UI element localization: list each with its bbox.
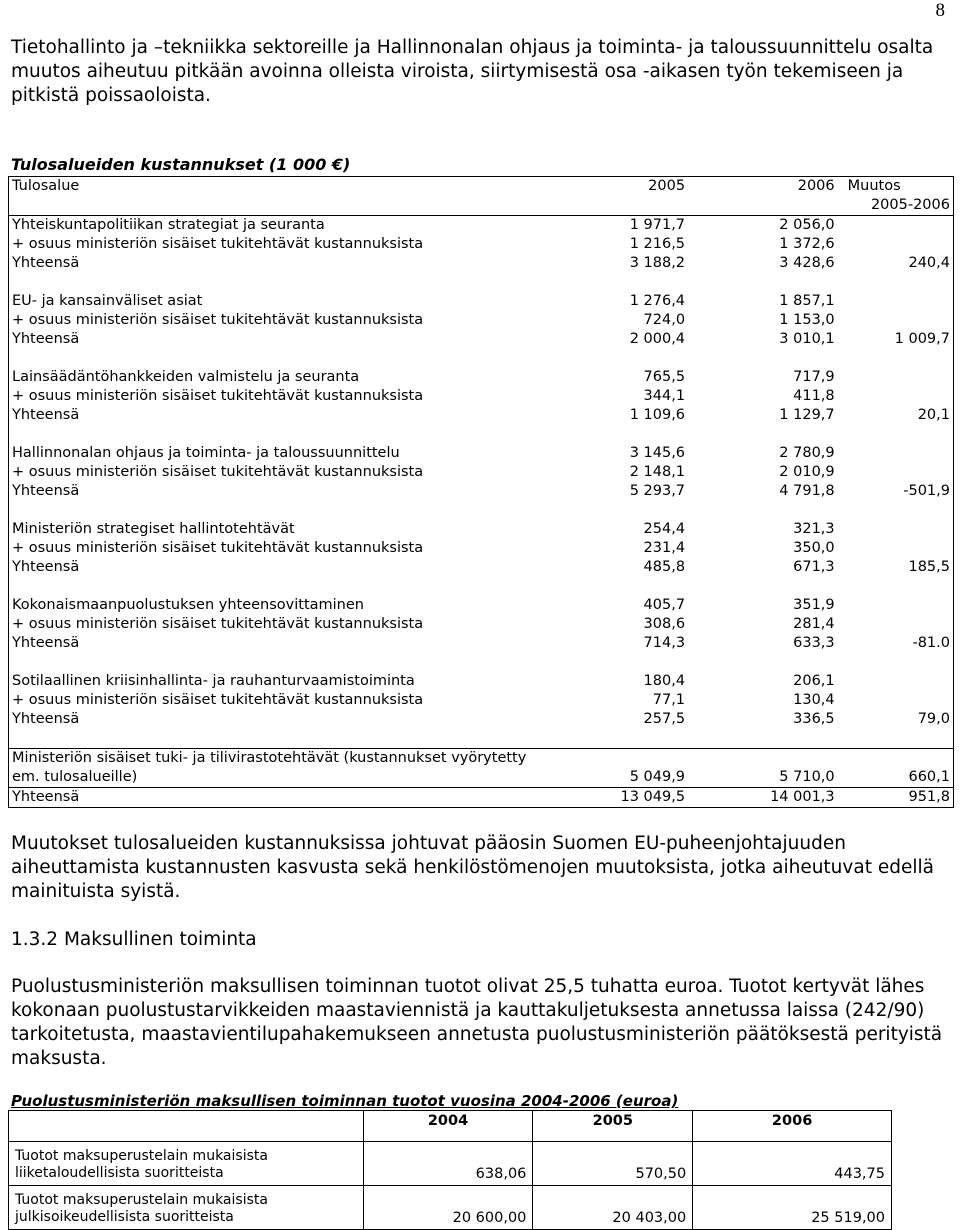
cost-row bbox=[9, 596, 954, 615]
cost-row-2006: 336,5 bbox=[793, 711, 835, 727]
cost-row-change bbox=[838, 311, 954, 330]
conclusion-paragraph: Muutokset tulosalueiden kustannuksissa johtuvat pääosin Suomen EU-puheenjohtajuuden aiheuttamista kustannusten kasvusta sekä henkilöstömenojen muutoksista, jotka aiheutuvat edellä mainituista syistä. bbox=[11, 833, 934, 902]
group-spacer bbox=[9, 501, 954, 520]
cost-row-2005: 485,8 bbox=[643, 559, 686, 575]
cost-row bbox=[9, 672, 954, 691]
cost-row-change bbox=[838, 463, 954, 482]
group-spacer bbox=[9, 653, 954, 672]
cost-row-label: Yhteensä bbox=[9, 634, 573, 653]
group-spacer bbox=[9, 577, 954, 596]
cost-row-2005: 5 293,7 bbox=[629, 483, 686, 499]
cost-row-2005: 231,4 bbox=[643, 540, 686, 556]
cost-row-change bbox=[838, 235, 954, 254]
cost-row-2006: 2 780,9 bbox=[779, 445, 835, 461]
internal-label-line2: em. tulosalueille) bbox=[9, 768, 573, 788]
fees-row-2006: 443,75 bbox=[693, 1142, 892, 1186]
fees-header-2006: 2006 bbox=[693, 1111, 892, 1142]
cost-row-2005: 1 276,4 bbox=[629, 293, 686, 309]
cost-row-label: + osuus ministeriön sisäiset tukitehtävät kustannuksista bbox=[9, 235, 573, 254]
internal-2006: 5 710,0 bbox=[688, 768, 838, 788]
cost-row-2006: 1 372,6 bbox=[779, 236, 835, 252]
cost-row-2006: 350,0 bbox=[793, 540, 835, 556]
cost-row-2006: 1 153,0 bbox=[779, 312, 835, 328]
cost-row-label: Yhteensä bbox=[9, 406, 573, 425]
header-change: Muutos bbox=[838, 177, 954, 197]
fees-row-2005: 20 403,00 bbox=[533, 1186, 693, 1230]
header-change-period: 2005-2006 bbox=[838, 196, 954, 216]
fees-row-2005: 570,50 bbox=[533, 1142, 693, 1186]
internal-label-line1: Ministeriön sisäiset tuki- ja tilivirastotehtävät (kustannukset vyörytetty bbox=[9, 749, 573, 769]
group-spacer bbox=[9, 273, 954, 292]
cost-row-change: 1 009,7 bbox=[838, 330, 954, 349]
cost-row-2005: 724,0 bbox=[643, 312, 686, 328]
cost-row-label: + osuus ministeriön sisäiset tukitehtävät kustannuksista bbox=[9, 387, 573, 406]
cost-row-2005: 308,6 bbox=[643, 616, 686, 632]
cost-row bbox=[9, 444, 954, 463]
grand-total-change: 951,8 bbox=[838, 788, 954, 808]
cost-row-2005: 344,1 bbox=[643, 388, 686, 404]
cost-row bbox=[9, 216, 954, 236]
cost-row-label: Yhteensä bbox=[9, 558, 573, 577]
page-number: 8 bbox=[935, 0, 945, 21]
cost-row-2005: 1 109,6 bbox=[629, 407, 686, 423]
cost-row bbox=[9, 615, 954, 634]
cost-row-label: EU- ja kansainväliset asiat bbox=[9, 292, 573, 311]
cost-row-2005: 180,4 bbox=[643, 673, 686, 689]
cost-row-change bbox=[838, 216, 954, 236]
internal-change: 660,1 bbox=[838, 768, 954, 788]
cost-row bbox=[9, 387, 954, 406]
cost-row-change: 79,0 bbox=[838, 710, 954, 729]
header-2006: 2006 bbox=[688, 177, 838, 197]
cost-row-change bbox=[838, 292, 954, 311]
fees-row bbox=[9, 1142, 892, 1186]
cost-row-2005: 405,7 bbox=[643, 597, 686, 613]
cost-row-2005: 765,5 bbox=[643, 369, 686, 385]
fees-table bbox=[8, 1110, 892, 1230]
fees-row-label: Tuotot maksuperustelain mukaisista liiketaloudellisista suoritteista bbox=[9, 1142, 364, 1186]
cost-row bbox=[9, 368, 954, 387]
cost-row-label: + osuus ministeriön sisäiset tukitehtävät kustannuksista bbox=[9, 615, 573, 634]
cost-row-label: Hallinnonalan ohjaus ja toiminta- ja taloussuunnittelu bbox=[9, 444, 573, 463]
cost-row-2006: 633,3 bbox=[793, 635, 835, 651]
group-total-row bbox=[9, 254, 954, 273]
fees-table-header bbox=[9, 1111, 892, 1142]
cost-table-header-sub bbox=[9, 196, 954, 216]
group-total-row bbox=[9, 482, 954, 501]
fees-row bbox=[9, 1186, 892, 1230]
cost-row-change bbox=[838, 691, 954, 710]
cost-row-change bbox=[838, 615, 954, 634]
cost-row-change bbox=[838, 444, 954, 463]
cost-table-header bbox=[9, 177, 954, 197]
cost-row-2006: 2 010,9 bbox=[779, 464, 835, 480]
cost-row-2005: 714,3 bbox=[643, 635, 686, 651]
cost-row bbox=[9, 311, 954, 330]
cost-row bbox=[9, 292, 954, 311]
cost-row-2006: 206,1 bbox=[793, 673, 835, 689]
cost-row-2005: 1 971,7 bbox=[629, 217, 686, 233]
cost-row-label: + osuus ministeriön sisäiset tukitehtävät kustannuksista bbox=[9, 539, 573, 558]
fees-row-label: Tuotot maksuperustelain mukaisista julkisoikeudellisista suoritteista bbox=[9, 1186, 364, 1230]
internal-2005: 5 049,9 bbox=[572, 768, 688, 788]
fees-paragraph: Puolustusministeriön maksullisen toiminnan tuotot olivat 25,5 tuhatta euroa. Tuotot kertyvät lähes kokonaan puolustustarvikkeiden maastaviennistä ja kauttakuljetuksesta annetussa laissa (242/90) tarkoitetusta, maastavientilupahakemukseen annetusta puolustusministeriön päätöksestä perityistä maksusta. bbox=[11, 976, 943, 1069]
group-total-row bbox=[9, 558, 954, 577]
group-total-row bbox=[9, 330, 954, 349]
grand-total-2005: 13 049,5 bbox=[572, 788, 688, 808]
grand-total-label: Yhteensä bbox=[9, 788, 573, 808]
grand-total-2006: 14 001,3 bbox=[688, 788, 838, 808]
cost-row-2006: 3 010,1 bbox=[779, 331, 835, 347]
cost-row-2006: 130,4 bbox=[793, 692, 835, 708]
cost-row-label: + osuus ministeriön sisäiset tukitehtävät kustannuksista bbox=[9, 691, 573, 710]
cost-row-change bbox=[838, 368, 954, 387]
cost-row-2005: 3 145,6 bbox=[629, 445, 686, 461]
internal-row-line1 bbox=[9, 749, 954, 769]
fees-header-2005: 2005 bbox=[533, 1111, 693, 1142]
cost-row-label: Lainsäädäntöhankkeiden valmistelu ja seuranta bbox=[9, 368, 573, 387]
cost-row-2006: 717,9 bbox=[793, 369, 835, 385]
fees-header-2004: 2004 bbox=[363, 1111, 533, 1142]
group-spacer bbox=[9, 729, 954, 749]
cost-row-2005: 77,1 bbox=[652, 692, 686, 708]
cost-row-label: + osuus ministeriön sisäiset tukitehtävät kustannuksista bbox=[9, 463, 573, 482]
cost-row-2006: 3 428,6 bbox=[779, 255, 835, 271]
cost-row-change bbox=[838, 387, 954, 406]
grand-total-row bbox=[9, 788, 954, 808]
cost-row bbox=[9, 520, 954, 539]
cost-row-2005: 254,4 bbox=[643, 521, 686, 537]
cost-row-2006: 321,3 bbox=[793, 521, 835, 537]
header-area: Tulosalue bbox=[9, 177, 573, 197]
fees-row-2006: 25 519,00 bbox=[693, 1186, 892, 1230]
cost-row-label: Yhteensä bbox=[9, 330, 573, 349]
cost-row-2006: 2 056,0 bbox=[779, 217, 835, 233]
group-total-row bbox=[9, 406, 954, 425]
cost-row bbox=[9, 539, 954, 558]
cost-row-change bbox=[838, 672, 954, 691]
cost-row-change bbox=[838, 520, 954, 539]
group-spacer bbox=[9, 349, 954, 368]
cost-row-2006: 1 129,7 bbox=[779, 407, 835, 423]
cost-row-2006: 281,4 bbox=[793, 616, 835, 632]
fees-row-2004: 20 600,00 bbox=[363, 1186, 533, 1230]
fees-table-title: Puolustusministeriön maksullisen toiminnan tuotot vuosina 2004-2006 (euroa) bbox=[11, 1092, 679, 1110]
cost-row bbox=[9, 463, 954, 482]
cost-row-label: Yhteiskuntapolitiikan strategiat ja seuranta bbox=[9, 216, 573, 236]
cost-row-label: Yhteensä bbox=[9, 710, 573, 729]
cost-row-change: -81.0 bbox=[838, 634, 954, 653]
cost-row-2005: 3 188,2 bbox=[629, 255, 686, 271]
cost-row-label: Yhteensä bbox=[9, 482, 573, 501]
internal-row bbox=[9, 768, 954, 788]
group-spacer bbox=[9, 425, 954, 444]
cost-table bbox=[8, 176, 954, 808]
cost-row-change: -501,9 bbox=[838, 482, 954, 501]
cost-row-label: Yhteensä bbox=[9, 254, 573, 273]
cost-row-change bbox=[838, 596, 954, 615]
cost-row-2006: 671,3 bbox=[793, 559, 835, 575]
cost-row-change: 240,4 bbox=[838, 254, 954, 273]
cost-row-label: Kokonaismaanpuolustuksen yhteensovittaminen bbox=[9, 596, 573, 615]
group-total-row bbox=[9, 710, 954, 729]
intro-paragraph: Tietohallinto ja –tekniikka sektoreille ja Hallinnonalan ohjaus ja toiminta- ja taloussuunnittelu osalta muutos aiheutuu pitkään avoinna olleista viroista, siirtymisestä osa -aikasen työn tekemiseen ja pitkistä poissaoloista. bbox=[11, 37, 934, 106]
cost-table-title: Tulosalueiden kustannukset (1 000 €) bbox=[11, 155, 351, 174]
cost-row-2006: 4 791,8 bbox=[779, 483, 835, 499]
section-heading: 1.3.2 Maksullinen toiminta bbox=[11, 929, 257, 950]
cost-row-2006: 351,9 bbox=[793, 597, 835, 613]
cost-row-2005: 257,5 bbox=[643, 711, 686, 727]
cost-row-label: Ministeriön strategiset hallintotehtävät bbox=[9, 520, 573, 539]
cost-row-change bbox=[838, 539, 954, 558]
group-total-row bbox=[9, 634, 954, 653]
fees-header-blank bbox=[9, 1111, 364, 1142]
cost-row bbox=[9, 691, 954, 710]
fees-row-2004: 638,06 bbox=[363, 1142, 533, 1186]
cost-row bbox=[9, 235, 954, 254]
cost-row-label: + osuus ministeriön sisäiset tukitehtävät kustannuksista bbox=[9, 311, 573, 330]
cost-row-2006: 1 857,1 bbox=[779, 293, 835, 309]
cost-row-change: 20,1 bbox=[838, 406, 954, 425]
cost-row-2005: 2 148,1 bbox=[629, 464, 686, 480]
cost-row-2006: 411,8 bbox=[793, 388, 835, 404]
header-2005: 2005 bbox=[572, 177, 688, 197]
cost-row-2005: 2 000,4 bbox=[629, 331, 686, 347]
cost-row-2005: 1 216,5 bbox=[629, 236, 686, 252]
cost-row-label: Sotilaallinen kriisinhallinta- ja rauhanturvaamistoiminta bbox=[9, 672, 573, 691]
cost-row-change: 185,5 bbox=[838, 558, 954, 577]
